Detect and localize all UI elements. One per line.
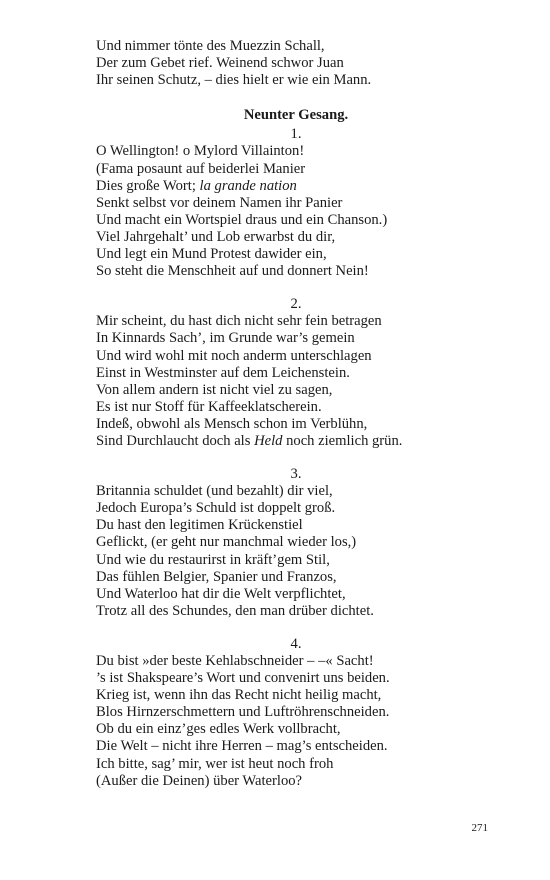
poem-text <box>96 38 496 790</box>
verse-line <box>96 382 496 399</box>
verse-line <box>96 687 496 704</box>
verse-line <box>96 143 496 160</box>
verse-text: Ich bitte, sag’ mir, wer ist heut noch froh <box>96 755 334 772</box>
verse-line <box>96 212 496 229</box>
verse-line <box>96 263 496 280</box>
stanza-number: 2. <box>290 296 302 313</box>
verse-line <box>96 348 496 365</box>
stanza-list <box>96 126 496 789</box>
verse-text: Und wie du restaurirst in kräft’gem Stil, <box>96 551 330 568</box>
verse-text: Das fühlen Belgier, Spanier und Franzos, <box>96 568 337 585</box>
verse-line <box>96 483 496 500</box>
verse-line <box>96 773 496 790</box>
page-number: 271 <box>471 822 488 834</box>
verse-line <box>96 500 496 517</box>
verse-line <box>96 603 496 620</box>
verse-line <box>96 416 496 433</box>
verse-text: Indeß, obwohl als Mensch schon im Verblühn, <box>96 415 368 432</box>
intro-stanza <box>96 38 496 89</box>
verse-line <box>96 586 496 603</box>
verse-text: Du hast den legitimen Krückenstiel <box>96 517 303 534</box>
stanza-number: 3. <box>290 466 302 483</box>
stanza-number: 1. <box>290 126 302 143</box>
verse-text: Sind Durchlaucht doch als <box>96 432 255 449</box>
verse-line: Und nimmer tönte des Muezzin Schall, <box>96 38 325 54</box>
verse-line <box>96 738 496 755</box>
verse-line <box>96 246 496 263</box>
stanza <box>96 653 496 790</box>
verse-line <box>96 721 496 738</box>
verse-line: Der zum Gebet rief. Weinend schwor Juan <box>96 55 344 72</box>
verse-line <box>96 653 496 670</box>
verse-text: O Wellington! o Mylord Villainton! <box>96 143 305 160</box>
italic-text: Held <box>254 432 283 449</box>
verse-text: Es ist nur Stoff für Kaffeeklatscherein. <box>96 398 322 415</box>
verse-text: Geflickt, (er geht nur manchmal wieder los,) <box>96 534 357 551</box>
verse-line <box>96 195 496 212</box>
verse-text: ’s ist Shakspeare’s Wort und convenirt uns beiden. <box>96 670 390 687</box>
stanza <box>96 483 496 620</box>
verse-line <box>96 670 496 687</box>
verse-text: Senkt selbst vor deinem Namen ihr Panier <box>96 194 343 211</box>
verse-text: Und Waterloo hat dir die Welt verpflichtet, <box>96 585 346 602</box>
verse-text: Jedoch Europa’s Schuld ist doppelt groß. <box>96 500 336 517</box>
canto-heading: Neunter Gesang. <box>243 107 349 124</box>
stanza <box>96 313 496 450</box>
verse-line <box>96 552 496 569</box>
verse-line <box>96 704 496 721</box>
verse-text: Britannia schuldet (und bezahlt) dir viel, <box>96 483 333 500</box>
verse-line <box>96 313 496 330</box>
verse-text: Und wird wohl mit noch anderm unterschlagen <box>96 347 372 364</box>
verse-text: Trotz all des Schundes, den man drüber dichtet. <box>96 602 374 619</box>
verse-text: Die Welt – nicht ihre Herren – mag’s entscheiden. <box>96 738 388 755</box>
verse-text: In Kinnards Sach’, im Grunde war’s gemein <box>96 330 355 347</box>
verse-line <box>96 433 496 450</box>
verse-line <box>96 756 496 773</box>
verse-line <box>96 330 496 347</box>
verse-text: Von allem andern ist nicht viel zu sagen, <box>96 381 333 398</box>
verse-text: Blos Hirnzerschmettern und Luftröhrenschneiden. <box>96 704 390 721</box>
stanza <box>96 143 496 280</box>
verse-line: Ihr seinen Schutz, – dies hielt er wie ein Mann. <box>96 72 372 89</box>
verse-text: Dies große Wort; <box>96 177 200 194</box>
verse-line <box>96 517 496 534</box>
verse-text: (Fama posaunt auf beiderlei Manier <box>96 160 306 177</box>
verse-text: Viel Jahrgehalt’ und Lob erwarbst du dir, <box>96 228 336 245</box>
verse-line <box>96 399 496 416</box>
verse-text: Und macht ein Wortspiel draus und ein Chanson.) <box>96 211 388 228</box>
verse-text: Du bist »der beste Kehlabschneider – –« Sacht! <box>96 653 374 669</box>
italic-text: la grande nation <box>199 177 297 194</box>
verse-text: (Außer die Deinen) über Waterloo? <box>96 772 303 789</box>
verse-line <box>96 534 496 551</box>
verse-text: Ob du ein einz’ges edles Werk vollbracht, <box>96 721 341 738</box>
stanza-number: 4. <box>290 635 302 652</box>
verse-text: So steht die Menschheit auf und donnert Nein! <box>96 263 369 280</box>
verse-line <box>96 229 496 246</box>
verse-text: Einst in Westminster auf dem Leichenstein. <box>96 364 350 381</box>
verse-text: Mir scheint, du hast dich nicht sehr fein betragen <box>96 313 382 330</box>
verse-line <box>96 365 496 382</box>
verse-line <box>96 178 496 195</box>
verse-line <box>96 161 496 178</box>
verse-line <box>96 569 496 586</box>
verse-text: noch ziemlich grün. <box>282 432 403 449</box>
verse-text: Und legt ein Mund Protest dawider ein, <box>96 246 327 263</box>
verse-text: Krieg ist, wenn ihn das Recht nicht heilig macht, <box>96 687 382 704</box>
